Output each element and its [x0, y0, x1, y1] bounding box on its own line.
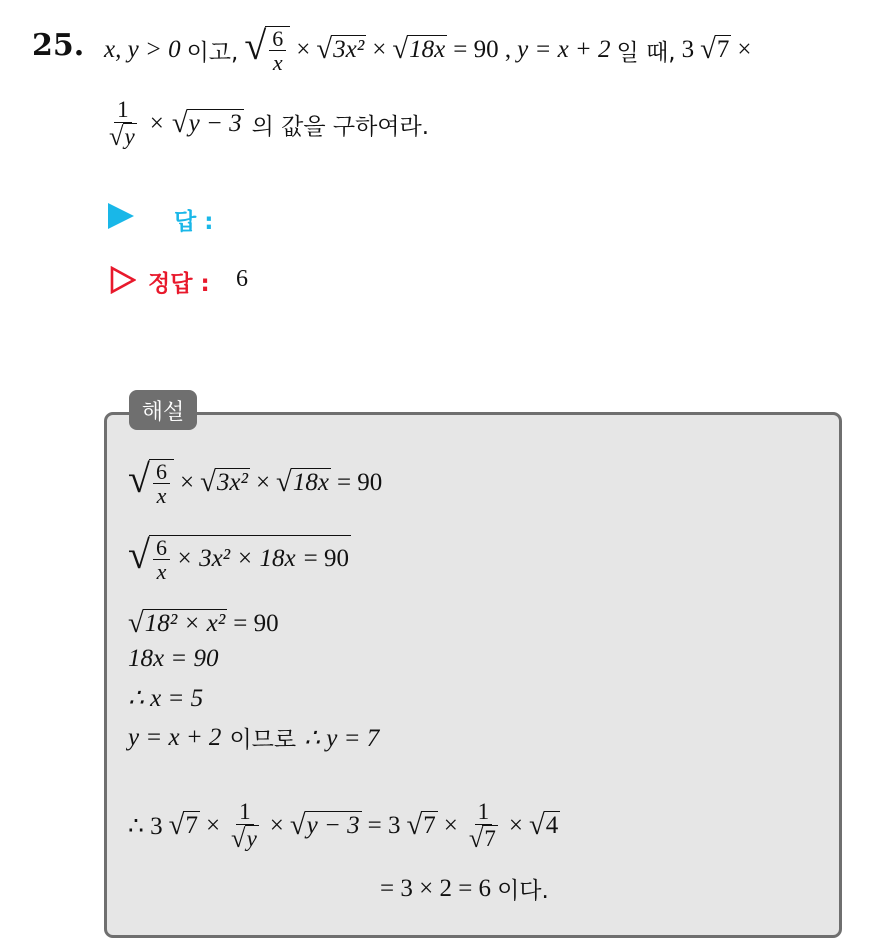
times-sign: ×	[296, 36, 311, 63]
sqrt-term: √ y − 3	[171, 107, 242, 140]
coefficient: 3	[681, 36, 695, 63]
sqrt-fraction: √ $\frac{6}{x}$	[128, 459, 174, 507]
times-sign: ×	[149, 110, 164, 137]
answer-arrow-icon	[108, 203, 134, 229]
times-sign: ×	[179, 469, 195, 496]
solution-line-6: y = x + 2 이므로 ∴ y = 7	[128, 723, 380, 753]
fraction-numerator: 1	[114, 98, 132, 123]
question-prompt: 의 값을 구하여라.	[251, 113, 430, 140]
correct-answer-arrow-icon	[110, 266, 136, 294]
sqrt-term: √ 18x	[392, 33, 446, 66]
given-condition: x, y > 0	[104, 36, 181, 63]
solution-line-5: ∴ x = 5	[128, 685, 204, 712]
equals-value: = 90	[233, 610, 279, 637]
fraction-denominator: x	[272, 50, 283, 75]
solution-tag: 해설	[129, 390, 197, 430]
solution-line-2	[128, 526, 351, 592]
solution-line-1	[128, 450, 382, 516]
fraction: 1 √ y	[109, 96, 135, 151]
sqrt-term: √ 18² × x²	[128, 607, 226, 640]
question-line-2	[104, 92, 429, 156]
solution-line-8: = 3 × 2 = 6 이다.	[380, 874, 549, 904]
solution-line-7: ∴ 3 √ 7 × 1 √ y × √ y − 3 = 3 √ 7 × 1 √ 7 × √ 4	[128, 798, 559, 853]
connector-text: 이고,	[186, 39, 239, 66]
equals-value: = 90 ,	[453, 36, 512, 63]
solution-line-4: 18x = 90	[128, 645, 219, 672]
sqrt-term: √ 7	[700, 33, 730, 66]
sqrt-term: √ 3x²	[200, 466, 248, 499]
correct-answer-value: 6	[236, 266, 248, 292]
condition: y = x + 2	[517, 36, 611, 63]
answer-label: 답 :	[174, 209, 214, 235]
times-sign: ×	[737, 36, 752, 63]
question-line-1	[104, 22, 752, 78]
connector-text: 일 때,	[616, 39, 676, 66]
sqrt-term: √ 18x	[276, 466, 329, 499]
correct-answer-label: 정답 :	[148, 271, 210, 297]
question-number: 25.	[32, 28, 85, 63]
sqrt-fraction: √ $\frac{6}{x}$	[244, 26, 290, 74]
solution-line-3	[128, 606, 279, 642]
times-sign: ×	[372, 36, 387, 63]
times-sign: ×	[255, 469, 271, 496]
equals-value: = 90	[336, 469, 383, 496]
fraction-denominator: y	[124, 123, 135, 149]
sqrt-expression: √ $\frac{6}{x}$ × 3x² × 18x = 90	[128, 531, 349, 584]
fraction-numerator: 6	[269, 27, 286, 51]
sqrt-term: √ 3x²	[316, 33, 365, 66]
